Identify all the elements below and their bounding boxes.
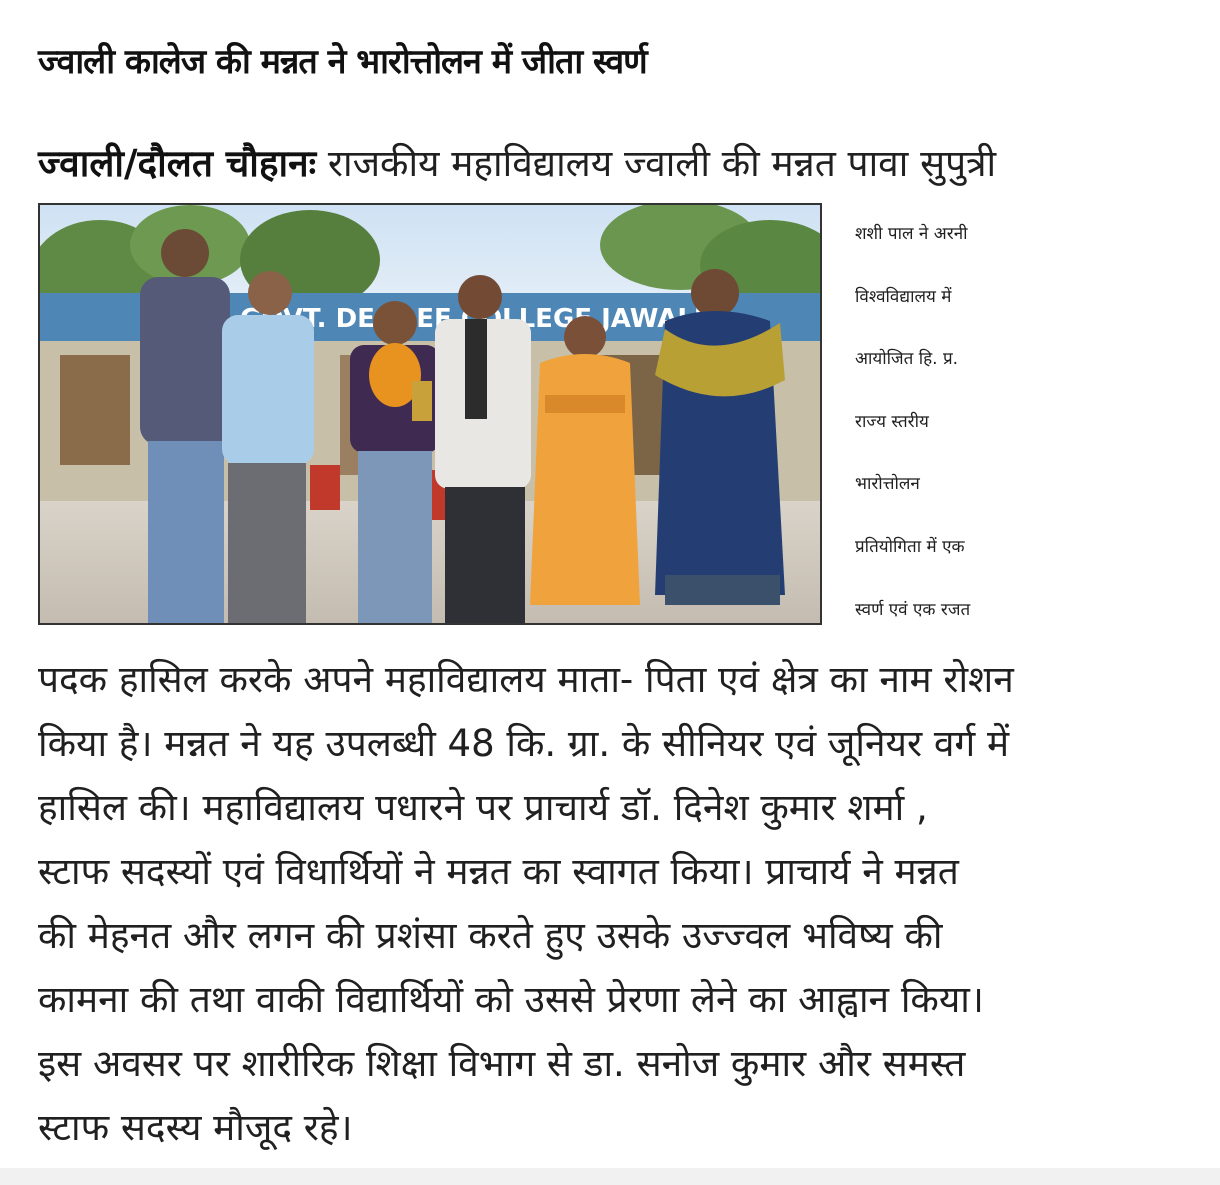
body-line: कामना की तथा वाकी विद्यार्थियों को उससे प्रेरणा लेने का आह्वान किया। [38, 978, 984, 1021]
right-column-text [855, 203, 1195, 641]
person-2 [222, 271, 314, 623]
right-column-line: राज्य स्तरीय [855, 411, 929, 432]
person-3 [350, 301, 440, 623]
body-line: पदक हासिल करके अपने महाविद्यालय माता- पिता एवं क्षेत्र का नाम रोशन [38, 658, 1014, 701]
right-column-line: प्रतियोगिता में एक [855, 536, 965, 557]
lead-line [38, 138, 996, 190]
lead-text: राजकीय महाविद्यालय ज्वाली की मन्नत पावा सुपुत्री [327, 142, 997, 185]
byline: ज्वाली/दौलत चौहानः [38, 142, 317, 185]
right-column-line: भारोत्तोलन [855, 474, 920, 495]
right-column-line: शशी पाल ने अरनी [855, 224, 968, 244]
body-line: हासिल की। महाविद्यालय पधारने पर प्राचार्य डॉ. दिनेश कुमार शर्मा , [38, 786, 928, 829]
right-column-line: विश्वविद्यालय में [855, 286, 952, 307]
page-bottom-edge [0, 1168, 1220, 1185]
body-line: इस अवसर पर शारीरिक शिक्षा विभाग से डा. सनोज कुमार और समस्त [38, 1042, 966, 1085]
right-column-line: आयोजित हि. प्र. [855, 349, 959, 370]
body-line: स्टाफ सदस्य मौजूद रहे। [38, 1106, 353, 1149]
college-banner-text: COLLEGE JAWALI [460, 304, 704, 334]
person-1 [140, 229, 230, 623]
body-line: की मेहनत और लगन की प्रशंसा करते हुए उसके उज्ज्वल भविष्य की [38, 914, 943, 957]
body-line: स्टाफ सदस्यों एवं विधार्थियों ने मन्नत का स्वागत किया। प्राचार्य ने मन्नत [38, 850, 959, 893]
headline: ज्वाली कालेज की मन्नत ने भारोत्तोलन में जीता स्वर्ण [38, 42, 647, 82]
news-photo [38, 203, 822, 625]
person-4 [435, 275, 531, 623]
body-line: किया है। मन्नत ने यह उपलब्धी 48 कि. ग्रा. के सीनियर एवं जूनियर वर्ग में [38, 722, 1010, 765]
right-column-line: स्वर्ण एवं एक रजत [855, 599, 971, 620]
